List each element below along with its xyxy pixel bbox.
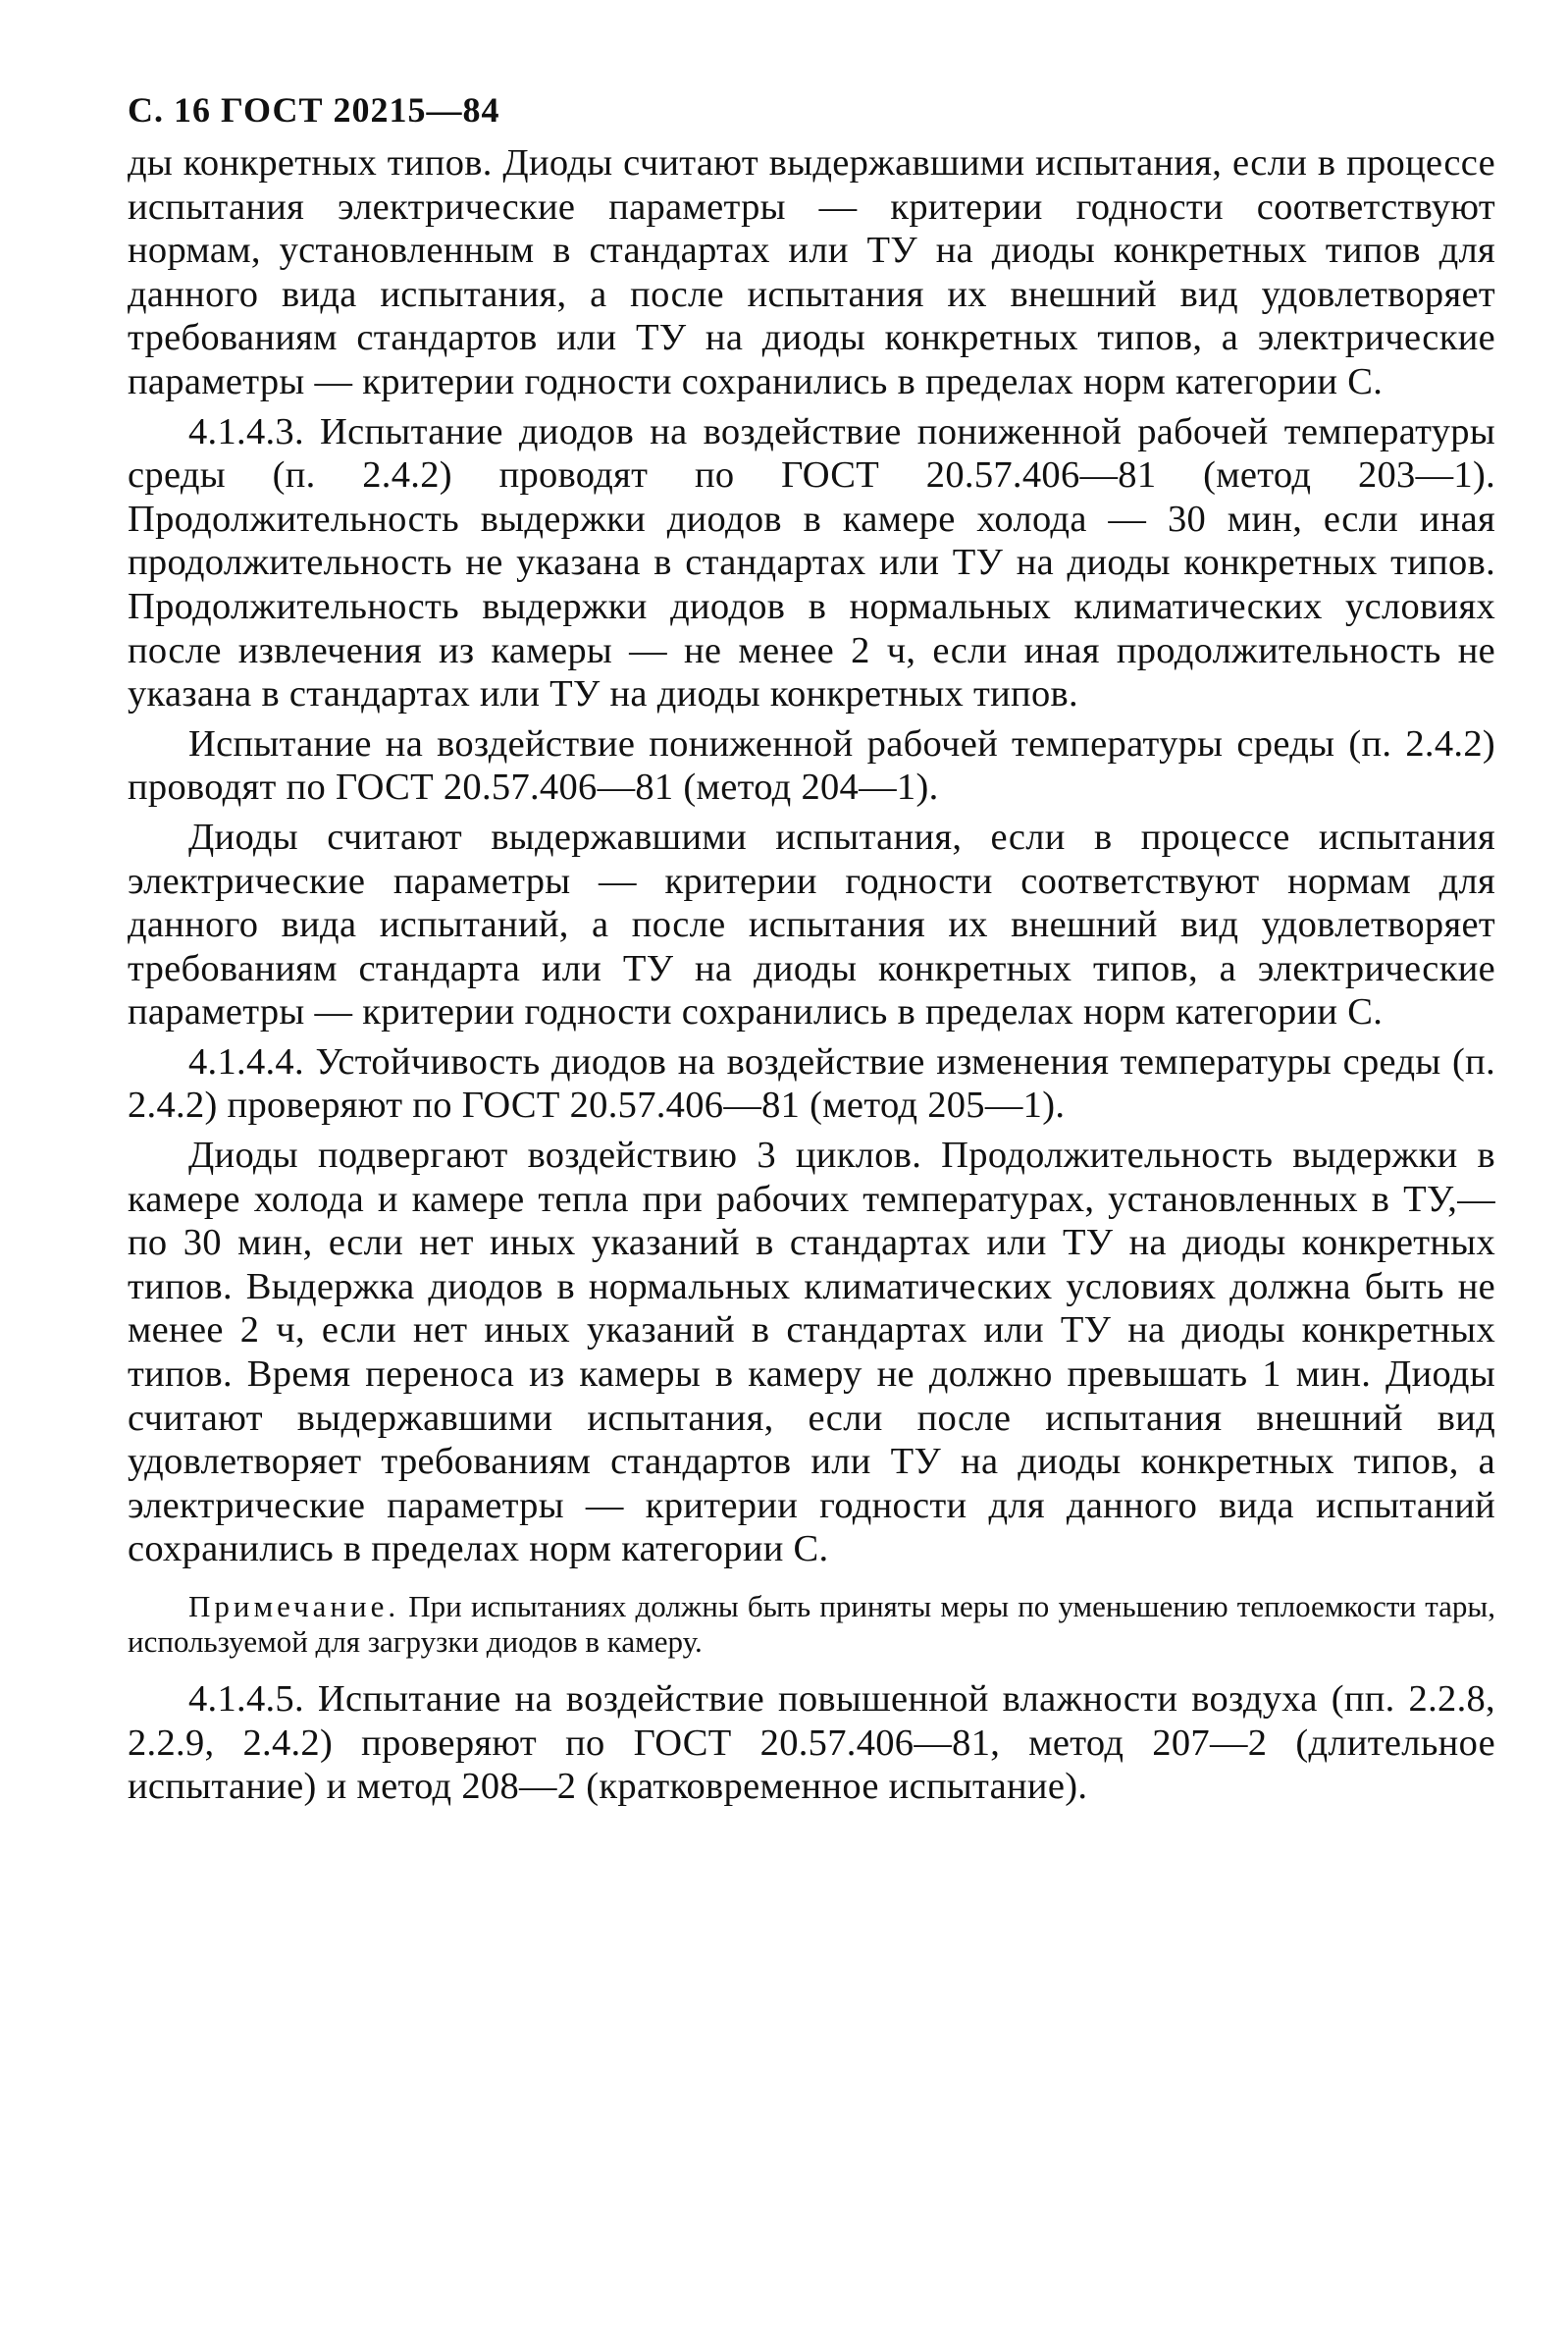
note-text: При испытаниях должны быть приняты меры по уменьшению теплоемкости тары, используемой для загрузки диодов в камеру. (128, 1589, 1495, 1659)
note (128, 1589, 1495, 1660)
note-label: Примечание. (188, 1589, 400, 1623)
page-header: С. 16 ГОСТ 20215—84 (128, 90, 500, 130)
paragraph-acceptance-criteria: Диоды считают выдержавшими испытания, если в процессе испытания электрические параметры — критерии годности соответствуют нормам для данного вида испытаний, а после испытания их внешний вид удовлетворяет требованиям стандарта или ТУ на диоды конкретных типов, а электрические параметры — критерии годности сохранились в пределах норм категории С. (128, 816, 1495, 1034)
paragraph-temperature-cycles: Диоды подвергают воздействию 3 циклов. Продолжительность выдержки в камере холода и камере тепла при рабочих температурах, установленных в ТУ,— по 30 мин, если нет иных указаний в стандартах или ТУ на диоды конкретных типов. Выдержка диодов в нормальных климатических условиях должна быть не менее 2 ч, если нет иных указаний в стандартах или ТУ на диоды конкретных типов. Время переноса из камеры в камеру не должно превышать 1 мин. Диоды считают выдержавшими испытания, если после испытания внешний вид удовлетворяет требованиям стандартов или ТУ на диоды конкретных типов, а электрические параметры — критерии годности для данного вида испытаний сохранились в пределах норм категории С. (128, 1135, 1495, 1570)
paragraph-continuation: ды конкретных типов. Диоды считают выдержавшими испытания, если в процессе испытания электрические параметры — критерии годности соответствуют нормам, установленным в стандартах или ТУ на диоды конкретных типов для данного вида испытания, а после испытания их внешний вид удовлетворяет требованиям стандартов или ТУ на диоды конкретных типов, а электрические параметры — критерии годности сохранились в пределах норм категории С. (128, 142, 1495, 402)
document-page (128, 86, 1495, 1815)
paragraph-4-1-4-4: 4.1.4.4. Устойчивость диодов на воздействие изменения температуры среды (п. 2.4.2) проверяют по ГОСТ 20.57.406—81 (метод 205—1). (128, 1040, 1495, 1127)
paragraph-4-1-4-3: 4.1.4.3. Испытание диодов на воздействие пониженной рабочей температуры среды (п. 2.4.2) проводят по ГОСТ 20.57.406—81 (метод 203—1). Продолжительность выдержки диодов в камере холода — 30 мин, если иная продолжительность не указана в стандартах или ТУ на диоды конкретных типов. Продолжительность выдержки диодов в нормальных климатических условиях после извлечения из камеры — не менее 2 ч, если иная продолжительность не указана в стандартах или ТУ на диоды конкретных типов. (128, 410, 1495, 716)
paragraph-low-temperature-test: Испытание на воздействие пониженной рабочей температуры среды (п. 2.4.2) проводят по ГОСТ 20.57.406—81 (метод 204—1). (128, 722, 1495, 809)
paragraph-4-1-4-5: 4.1.4.5. Испытание на воздействие повышенной влажности воздуха (пп. 2.2.8, 2.2.9, 2.4.2) проверяют по ГОСТ 20.57.406—81, метод 207—2 (длительное испытание) и метод 208—2 (кратковременное испытание). (128, 1678, 1495, 1808)
